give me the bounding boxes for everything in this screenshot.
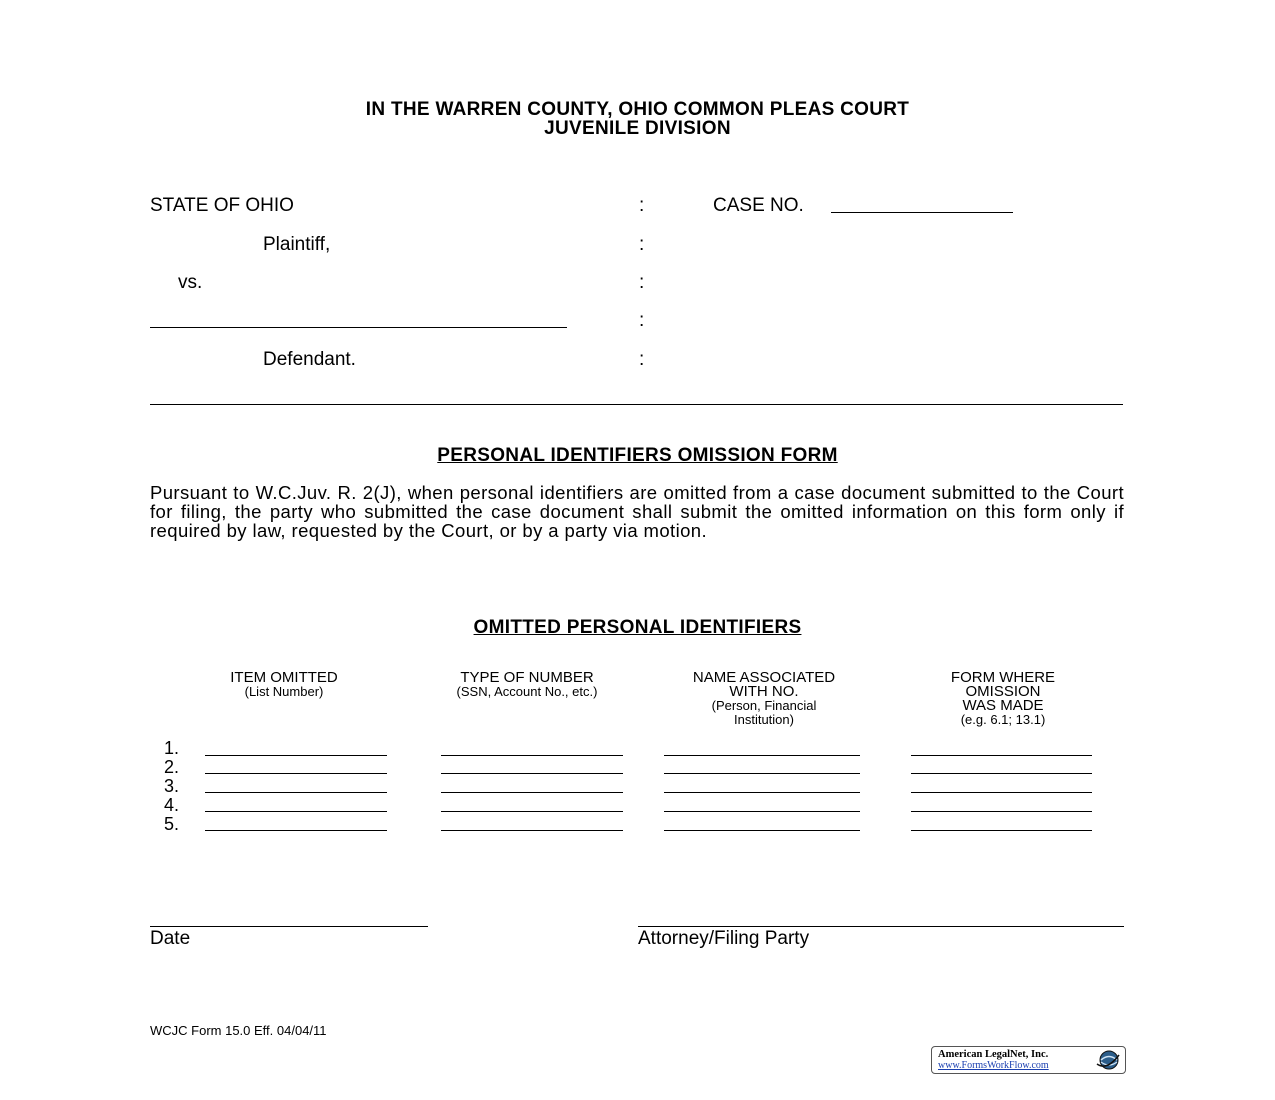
row-5-form-where-field[interactable]: [911, 830, 1092, 831]
row-number: 4.: [164, 795, 180, 815]
row-3-item-omitted-field[interactable]: [205, 792, 387, 793]
caption-colon: :: [639, 234, 645, 255]
logo-website-link[interactable]: www.FormsWorkFlow.com: [938, 1060, 1049, 1071]
form-identifier: WCJC Form 15.0 Eff. 04/04/11: [150, 1023, 327, 1038]
state-party: STATE OF OHIO: [150, 195, 294, 216]
row-5-name-associated-field[interactable]: [664, 830, 860, 831]
row-number: 5.: [164, 814, 180, 834]
row-1-item-omitted-field[interactable]: [205, 755, 387, 756]
row-3-type-of-number-field[interactable]: [441, 792, 623, 793]
row-4-form-where-field[interactable]: [911, 811, 1092, 812]
row-2-item-omitted-field[interactable]: [205, 773, 387, 774]
attorney-label: Attorney/Filing Party: [638, 928, 810, 949]
column-subtitle-line2: Institution): [734, 712, 794, 727]
case-number-label: CASE NO.: [713, 195, 804, 216]
caption-colon: :: [639, 195, 645, 216]
row-5-type-of-number-field[interactable]: [441, 830, 623, 831]
column-header-item-omitted: [194, 671, 374, 699]
plaintiff-label: Plaintiff,: [263, 234, 331, 255]
row-3-form-where-field[interactable]: [911, 792, 1092, 793]
attorney-signature-line[interactable]: [638, 926, 1124, 927]
american-legalnet-logo[interactable]: [931, 1046, 1126, 1074]
column-header-name-associated: [664, 671, 864, 727]
section-title: OMITTED PERSONAL IDENTIFIERS: [473, 617, 802, 638]
date-label: Date: [150, 928, 191, 949]
date-signature-line[interactable]: [150, 926, 428, 927]
row-4-item-omitted-field[interactable]: [205, 811, 387, 812]
row-2-name-associated-field[interactable]: [664, 773, 860, 774]
caption-colon: :: [639, 310, 645, 331]
column-subtitle: (Person, Financial: [711, 698, 817, 713]
column-title: NAME ASSOCIATED: [692, 669, 836, 686]
case-number-line[interactable]: [831, 212, 1013, 213]
row-3-name-associated-field[interactable]: [664, 792, 860, 793]
defendant-name-line[interactable]: [150, 327, 567, 328]
row-2-form-where-field[interactable]: [911, 773, 1092, 774]
court-division: JUVENILE DIVISION: [544, 118, 731, 139]
column-title-line2: WITH NO.: [729, 683, 799, 700]
column-title-line3: WAS MADE: [962, 697, 1044, 714]
caption-colon: :: [639, 349, 645, 370]
logo-company-name: American LegalNet, Inc.: [938, 1049, 1049, 1060]
column-header-form-where: [913, 671, 1093, 727]
row-4-type-of-number-field[interactable]: [441, 811, 623, 812]
row-5-item-omitted-field[interactable]: [205, 830, 387, 831]
globe-icon: [1095, 1049, 1121, 1071]
row-number: 3.: [164, 776, 180, 796]
row-2-type-of-number-field[interactable]: [441, 773, 623, 774]
versus-label: vs.: [178, 272, 203, 293]
column-title: TYPE OF NUMBER: [460, 669, 594, 686]
court-name: IN THE WARREN COUNTY, OHIO COMMON PLEAS COURT: [365, 99, 910, 120]
column-title: FORM WHERE: [950, 669, 1056, 686]
caption-divider: [150, 404, 1123, 405]
form-title: PERSONAL IDENTIFIERS OMISSION FORM: [437, 445, 838, 466]
caption-colon: :: [639, 272, 645, 293]
defendant-label: Defendant.: [263, 349, 356, 370]
row-1-name-associated-field[interactable]: [664, 755, 860, 756]
row-1-type-of-number-field[interactable]: [441, 755, 623, 756]
column-title: ITEM OMITTED: [230, 669, 338, 686]
instructions-paragraph: Pursuant to W.C.Juv. R. 2(J), when personal identifiers are omitted from a case document submitted to the Court for filing, the party who submitted the case document shall submit the omitted information on this form only if required by law, requested by the Court, or by a party via motion.: [150, 482, 1124, 542]
row-4-name-associated-field[interactable]: [664, 811, 860, 812]
row-number: 2.: [164, 757, 180, 777]
column-header-type-of-number: [417, 671, 637, 699]
column-subtitle: (List Number): [244, 684, 324, 699]
column-subtitle: (SSN, Account No., etc.): [456, 684, 598, 699]
row-1-form-where-field[interactable]: [911, 755, 1092, 756]
column-subtitle: (e.g. 6.1; 13.1): [960, 712, 1046, 727]
column-title-line2: OMISSION: [965, 683, 1041, 700]
row-number: 1.: [164, 738, 180, 758]
